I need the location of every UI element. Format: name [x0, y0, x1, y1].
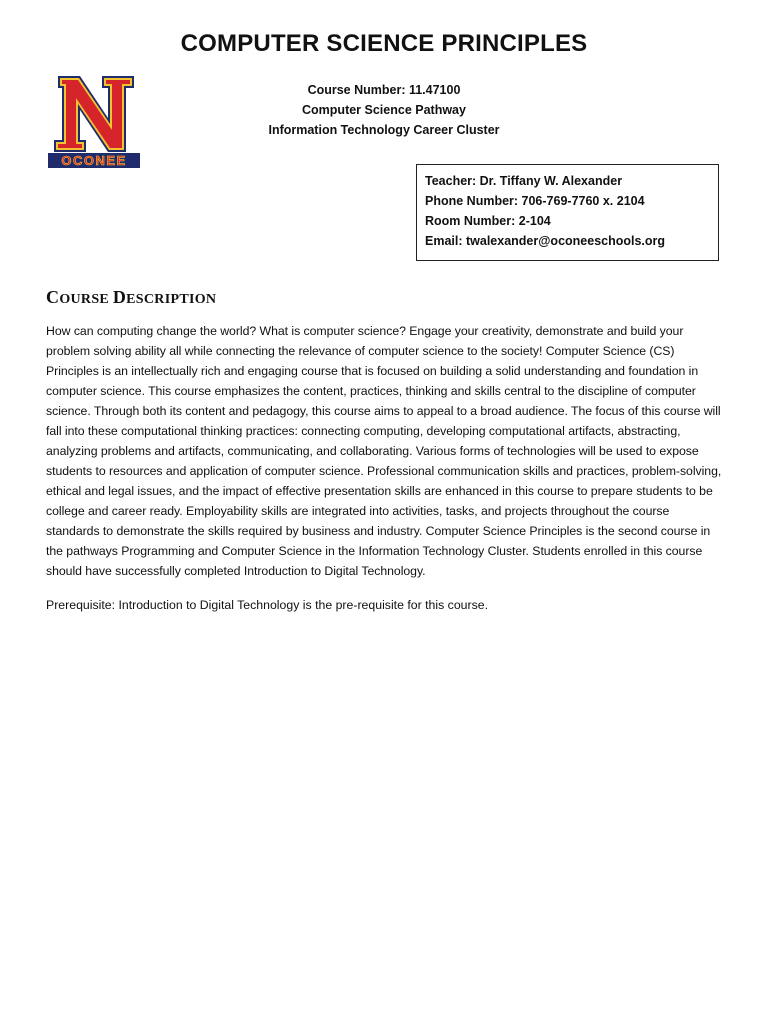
- teacher-contact-box: [416, 164, 719, 261]
- page-title: COMPUTER SCIENCE PRINCIPLES: [180, 30, 588, 57]
- course-description-text: How can computing change the world? What is computer science? Engage your creativity, demonstrate and build your problem solving ability all while connecting the relevance of computer science to the society! Computer Science (CS) Principles is an intellectually rich and engaging course that is focused on building a solid understanding and foundation in computer science. This course emphasizes the content, practices, thinking and skills central to the discipline of computer science. Through both its content and pedagogy, this course aims to appeal to a broad audience. The focus of this course will fall into these computational thinking practices: connecting computing, developing computational artifacts, abstracting, analyzing problems and artifacts, communicating, and collaborating. Various forms of technologies will be used to expose students to resources and application of computer science. Professional communication skills and practices, problem-solving, ethical and legal issues, and the impact of effective presentation skills are enhanced in this course to prepare students to be college and career ready. Employability skills are integrated into activities, tasks, and projects throughout the course standards to demonstrate the skills required by business and industry. Computer Science Principles is the second course in the pathways Programming and Computer Science in the Information Technology Cluster. Students enrolled in this course should have successfully completed Introduction to Digital Technology.: [46, 324, 722, 578]
- teacher-name: Teacher: Dr. Tiffany W. Alexander: [425, 174, 623, 188]
- teacher-phone: Phone Number: 706-769-7760 x. 2104: [425, 194, 645, 208]
- section-heading-course-description: COURSE DESCRIPTION: [46, 287, 217, 307]
- course-info: [232, 80, 536, 140]
- course-pathway: Computer Science Pathway: [302, 103, 466, 117]
- teacher-room: Room Number: 2-104: [425, 214, 551, 228]
- block-n-icon: [54, 76, 134, 152]
- course-cluster: Information Technology Career Cluster: [268, 123, 500, 137]
- oconee-n-logo: [46, 74, 142, 170]
- teacher-email: Email: twalexander@oconeeschools.org: [425, 234, 666, 248]
- course-number: Course Number: 11.47100: [307, 83, 461, 97]
- logo-wordmark: OCONEE: [61, 153, 127, 168]
- prerequisite-text: Prerequisite: Introduction to Digital Technology is the pre-requisite for this course.: [46, 598, 489, 612]
